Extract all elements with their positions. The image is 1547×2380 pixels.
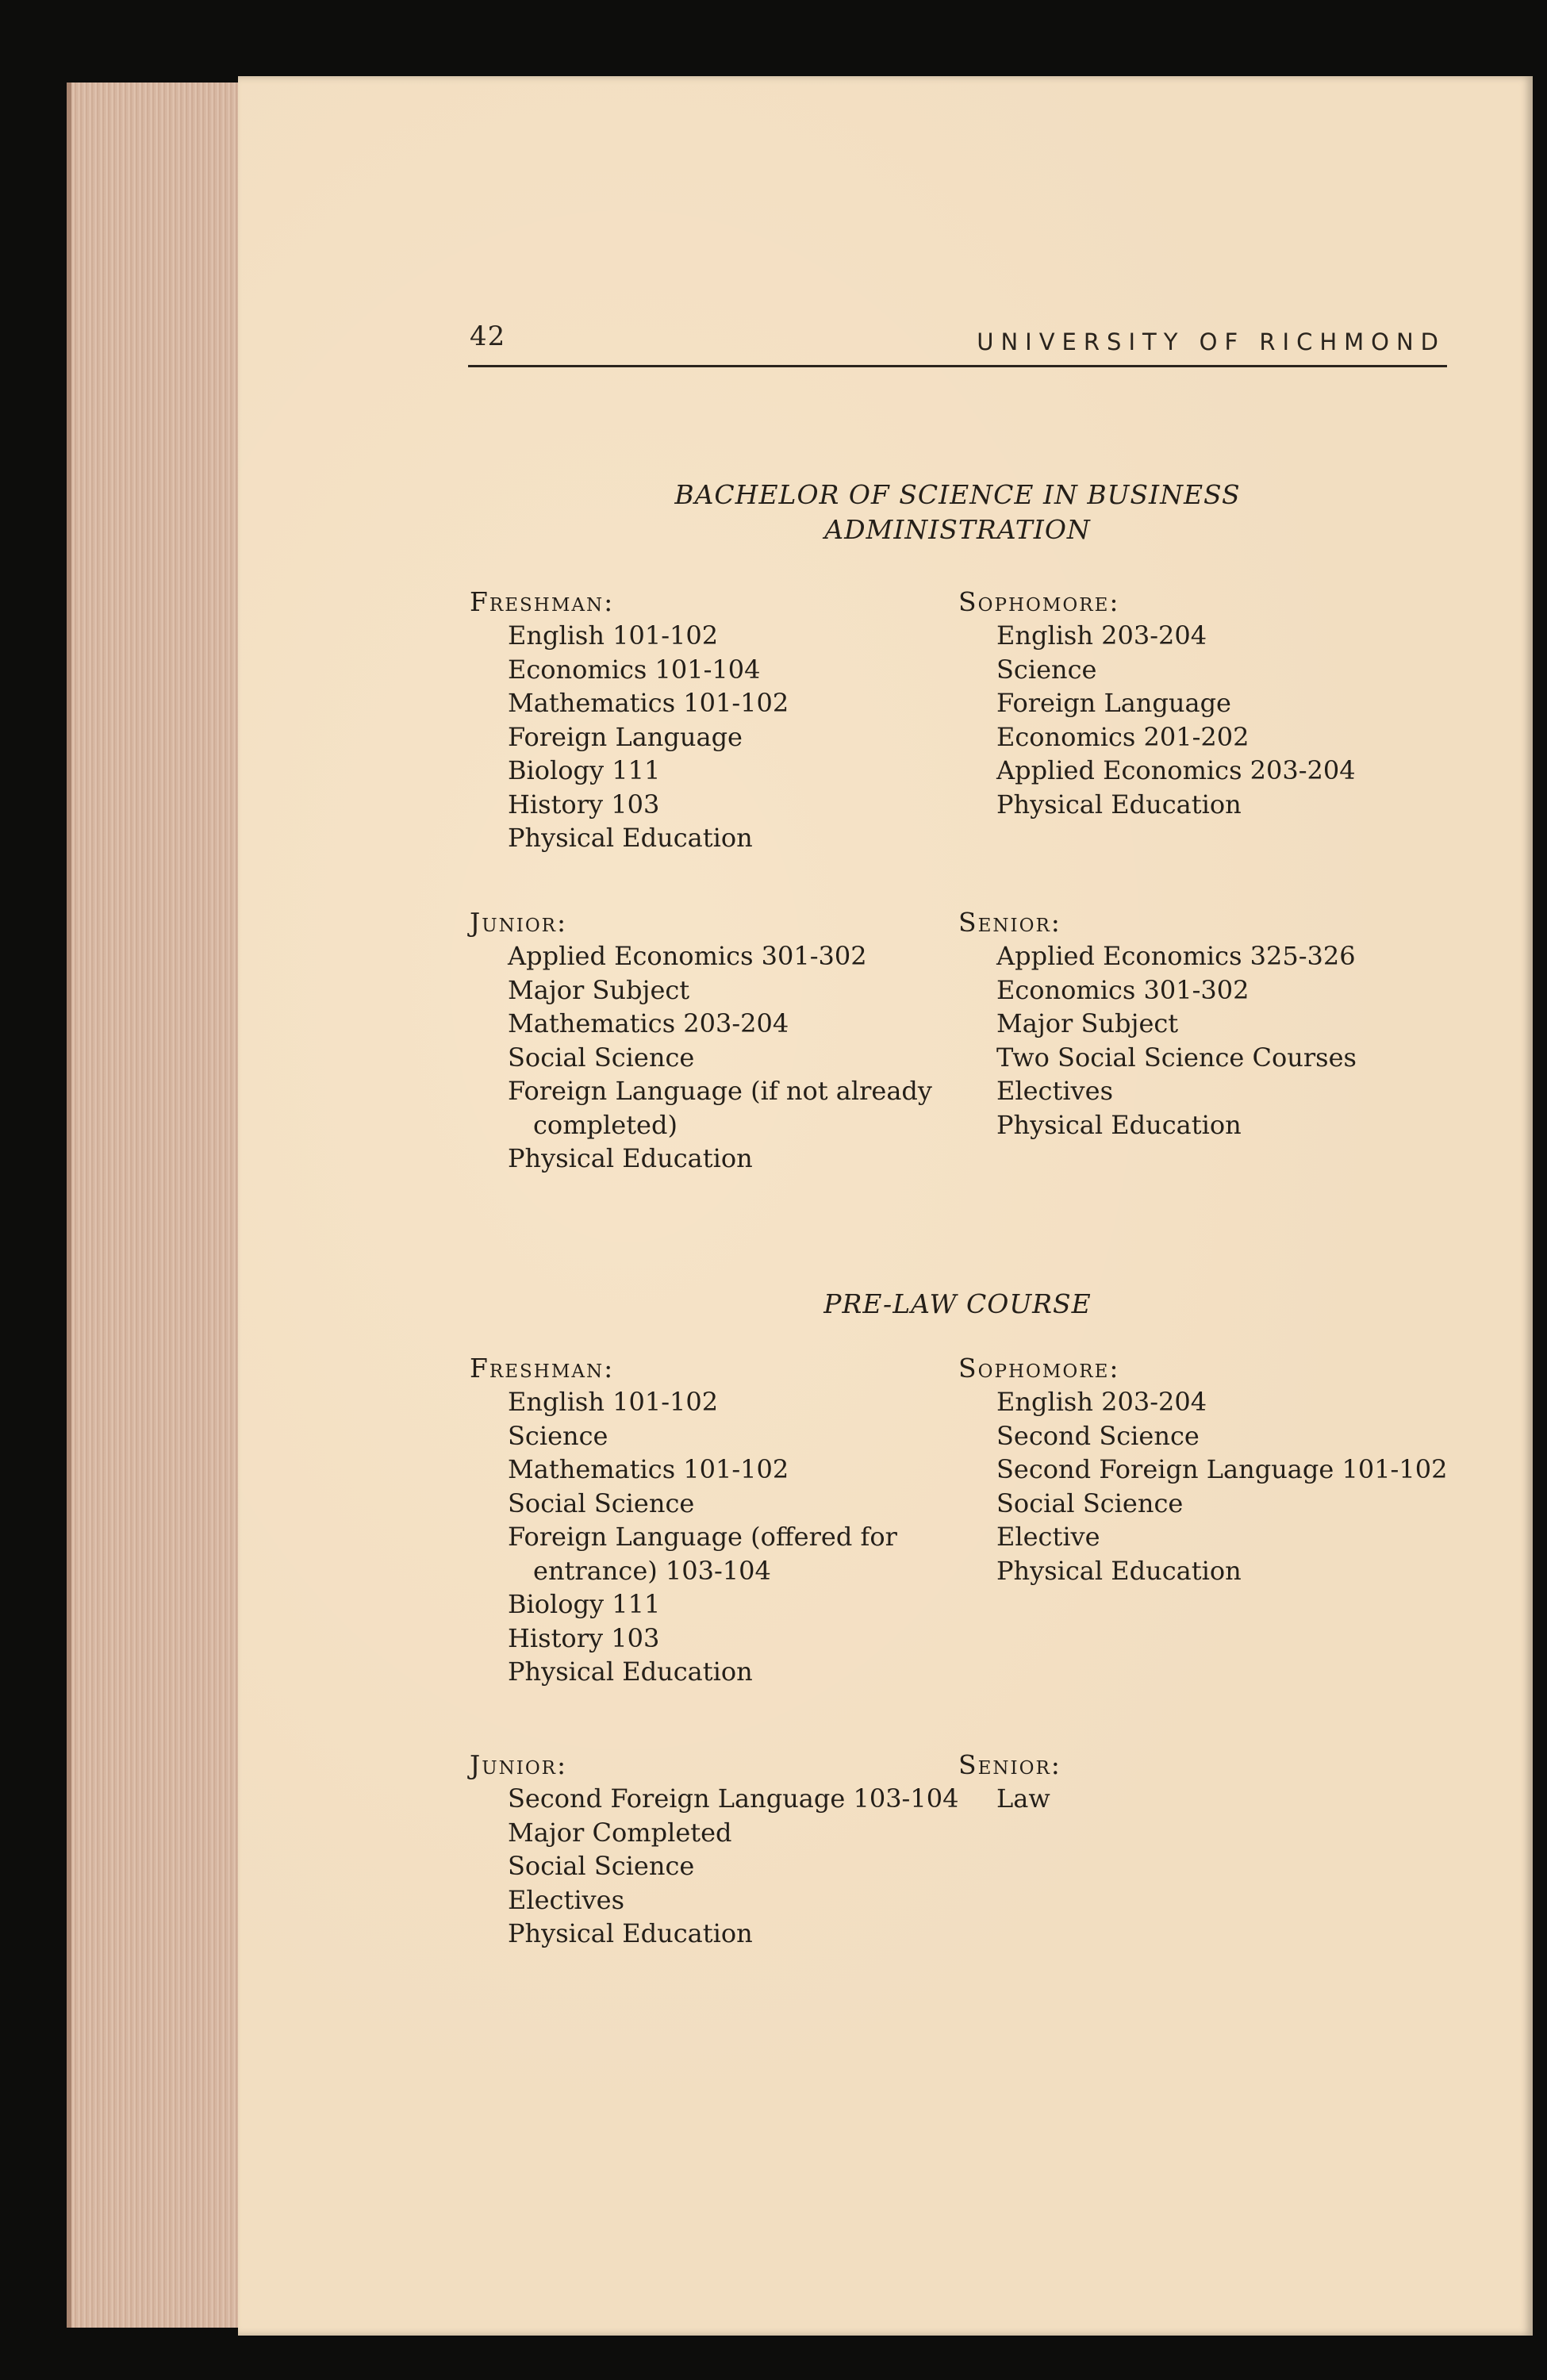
page-number: 42 — [470, 321, 506, 352]
course-item: Social Science — [508, 1488, 695, 1518]
course-item: English 203-204 — [996, 1387, 1207, 1417]
course-item: Applied Economics 203-204 — [996, 755, 1356, 785]
course-item: Physical Education — [508, 1918, 753, 1948]
course-list — [470, 1782, 962, 1951]
course-item: Applied Economics 325-326 — [996, 941, 1356, 971]
running-head: UNIVERSITY OF RICHMOND — [977, 328, 1445, 355]
course-item: Physical Education — [996, 789, 1242, 820]
business-senior — [958, 906, 1466, 1142]
course-item: Physical Education — [508, 1656, 753, 1687]
course-item: Major Subject — [996, 1008, 1179, 1038]
course-item: History 103 — [508, 789, 660, 820]
business-sophomore — [958, 585, 1466, 821]
course-item: Electives — [508, 1884, 624, 1915]
course-item: Law — [996, 1783, 1050, 1814]
course-item: English 101-102 — [508, 620, 719, 651]
course-item: Foreign Language — [508, 721, 743, 752]
section-title-line: BACHELOR OF SCIENCE IN BUSINESS — [674, 479, 1241, 510]
section-title-prelaw — [468, 1287, 1447, 1322]
course-item: Mathematics 203-204 — [508, 1008, 789, 1038]
term-label: Senior: — [958, 1749, 1061, 1780]
course-item: Second Science — [996, 1420, 1200, 1451]
term-label: Senior: — [958, 907, 1061, 938]
course-list — [958, 939, 1466, 1142]
book-page-edges — [67, 83, 259, 2328]
course-item: Social Science — [996, 1488, 1184, 1518]
course-item: Economics 201-202 — [996, 721, 1250, 752]
term-label: Freshman: — [470, 1353, 615, 1384]
course-item: Foreign Language (if not already completed) — [508, 1076, 932, 1140]
course-list — [470, 619, 962, 855]
course-list — [958, 619, 1466, 821]
course-item: English 101-102 — [508, 1387, 719, 1417]
course-item: Foreign Language — [996, 688, 1231, 718]
course-item: Economics 301-302 — [996, 974, 1250, 1005]
course-list — [958, 1385, 1474, 1587]
course-item: Major Completed — [508, 1817, 732, 1848]
section-title-line: ADMINISTRATION — [824, 514, 1091, 545]
term-label: Freshman: — [470, 586, 615, 617]
prelaw-freshman — [470, 1352, 962, 1689]
course-item: Science — [996, 654, 1097, 685]
course-item: Second Foreign Language 101-102 — [996, 1454, 1448, 1484]
term-label: Junior: — [470, 907, 568, 938]
course-item: Elective — [996, 1522, 1100, 1552]
business-junior — [470, 906, 962, 1176]
course-item: Science — [508, 1420, 608, 1451]
course-item: English 203-204 — [996, 620, 1207, 651]
course-item: Foreign Language (offered for entrance) 103-104 — [508, 1522, 897, 1586]
section-title-business — [468, 478, 1447, 547]
course-item: Mathematics 101-102 — [508, 1454, 789, 1484]
course-item: Social Science — [508, 1042, 695, 1073]
course-item: Economics 101-104 — [508, 654, 761, 685]
term-label: Junior: — [470, 1749, 568, 1780]
course-item: Major Subject — [508, 974, 690, 1005]
course-item: Two Social Science Courses — [996, 1042, 1357, 1073]
term-label: Sophomore: — [958, 586, 1120, 617]
term-label: Sophomore: — [958, 1353, 1120, 1384]
course-item: Applied Economics 301-302 — [508, 941, 867, 971]
course-item: Mathematics 101-102 — [508, 688, 789, 718]
course-item: Physical Education — [508, 823, 753, 853]
prelaw-sophomore — [958, 1352, 1474, 1587]
section-title-line: PRE-LAW COURSE — [823, 1288, 1092, 1319]
book-page — [238, 76, 1533, 2336]
course-list — [470, 1385, 962, 1689]
course-item: History 103 — [508, 1622, 660, 1653]
business-freshman — [470, 585, 962, 855]
header-rule — [468, 365, 1447, 367]
course-item: Second Foreign Language 103-104 — [508, 1783, 959, 1814]
course-item: Biology 111 — [508, 755, 661, 785]
course-item: Social Science — [508, 1851, 695, 1881]
course-list — [958, 1782, 1466, 1816]
course-item: Biology 111 — [508, 1589, 661, 1619]
course-item: Electives — [996, 1076, 1113, 1106]
prelaw-junior — [470, 1749, 962, 1951]
prelaw-senior — [958, 1749, 1466, 1816]
course-list — [470, 939, 962, 1176]
course-item: Physical Education — [996, 1109, 1242, 1140]
course-item: Physical Education — [996, 1555, 1242, 1586]
course-item: Physical Education — [508, 1143, 753, 1173]
